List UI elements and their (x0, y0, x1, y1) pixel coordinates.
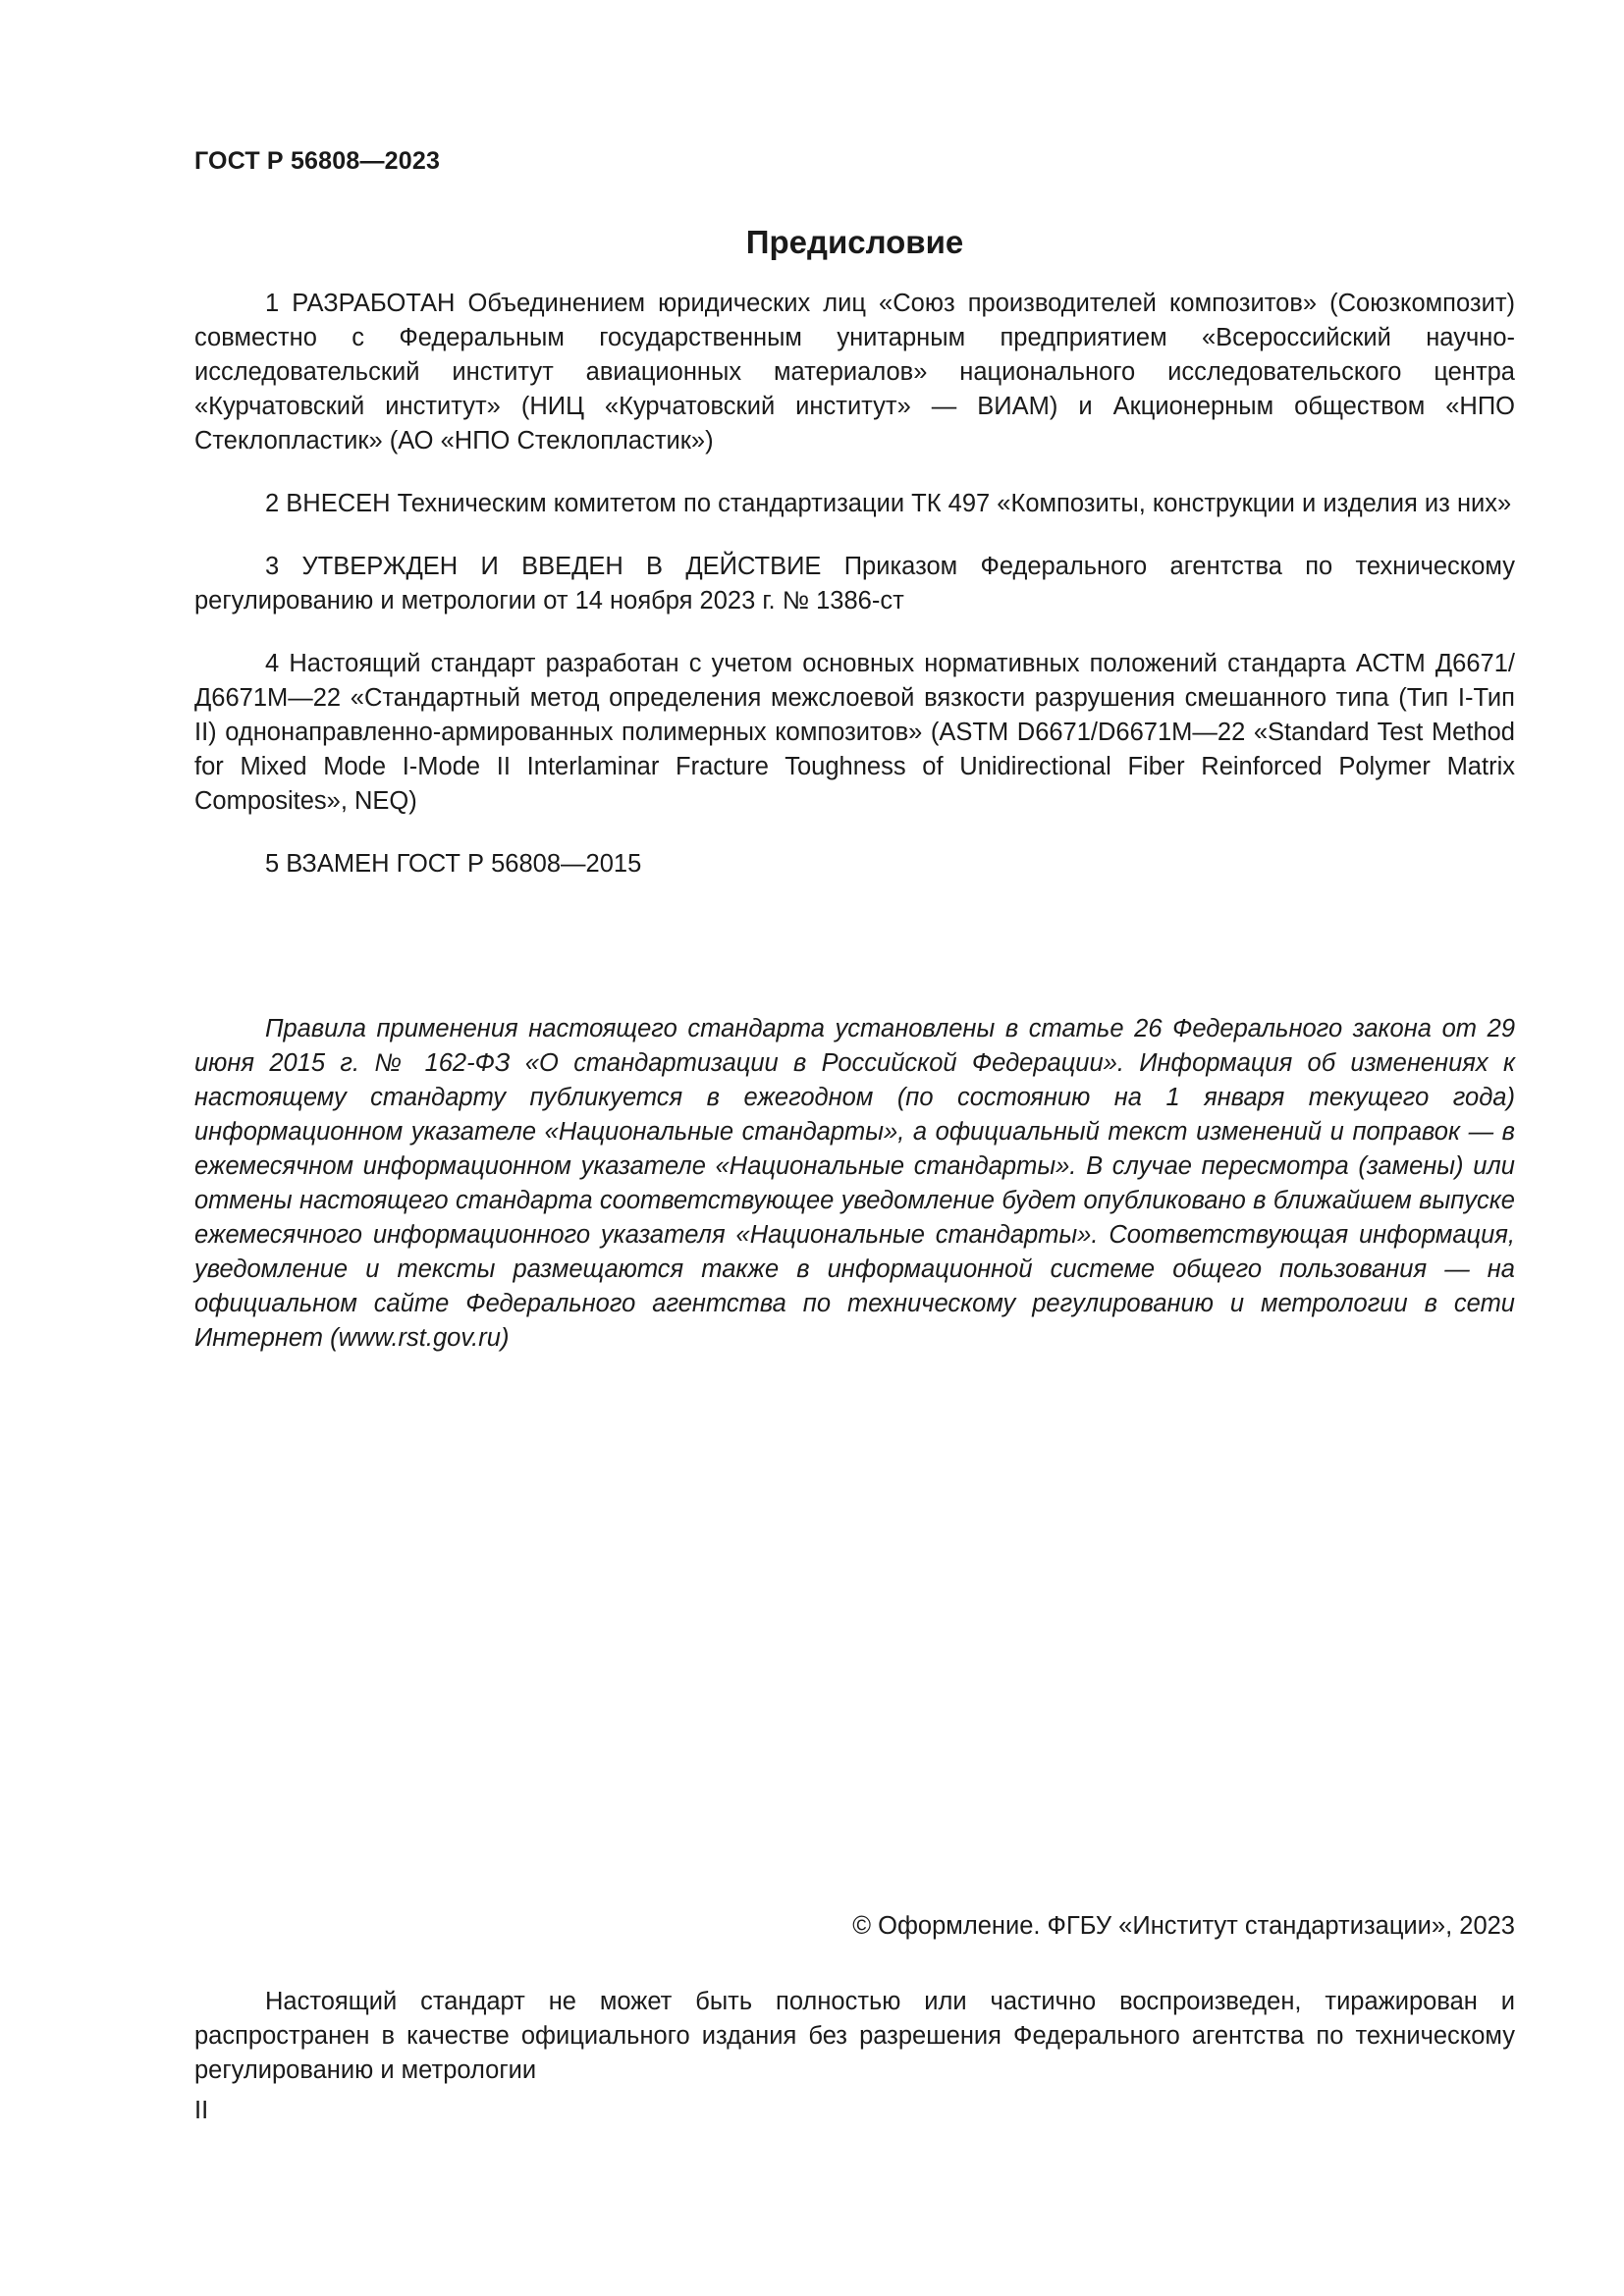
page-number: II (194, 2097, 209, 2124)
copyright-line: © Оформление. ФГБУ «Институт стандартизации», 2023 (852, 1912, 1515, 1940)
foreword-item-4: 4 Настоящий стандарт разработан с учетом основных нормативных положений стандарта АСТМ Д6671/Д6671М—22 «Стандартный метод определения межслоевой вязкости разрушения смешанного типа (Тип I-Тип II) однонаправленно-армированных полимерных композитов» (ASTM D6671/D6671M—22 «Standard Test Method for Mixed Mode I-Mode II Interlaminar Fracture Toughness of Unidirectional Fiber Reinforced Polymer Matrix Composites», NEQ) (194, 650, 1515, 815)
document-code: ГОСТ Р 56808—2023 (194, 147, 441, 175)
page-title: Предисловие (745, 224, 964, 260)
foreword-body (194, 287, 1515, 910)
foreword-item-3: 3 УТВЕРЖДЕН И ВВЕДЕН В ДЕЙСТВИЕ Приказом Федерального агентства по техническому регулированию и метрологии от 14 ноября 2023 г. № 1386-ст (194, 553, 1515, 614)
application-rules-notice: Правила применения настоящего стандарта установлены в статье 26 Федерального закона от 29 июня 2015 г. № 162-ФЗ «О стандартизации в Российской Федерации». Информация об изменениях к настоящему стандарту публикуется в ежегодном (по состоянию на 1 января текущего года) информационном указателе «Национальные стандарты», а официальный текст изменений и поправок — в ежемесячном информационном указателе «Национальные стандарты». В случае пересмотра (замены) или отмены настоящего стандарта соответствующее уведомление будет опубликовано в ближайшем выпуске ежемесячного информационного указателя «Национальные стандарты». Соответствующая информация, уведомление и тексты размещаются также в информационной системе общего пользования — на официальном сайте Федерального агентства по техническому регулированию и метрологии в сети Интернет (www.rst.gov.ru) (194, 1015, 1515, 1352)
foreword-item-1: 1 РАЗРАБОТАН Объединением юридических лиц «Союз производителей композитов» (Союзкомпозит) совместно с Федеральным государственным унитарным предприятием «Всероссийский научно-исследовательский институт авиационных материалов» национального исследовательского центра «Курчатовский институт» (НИЦ «Курчатовский институт» — ВИАМ) и Акционерным обществом «НПО Стеклопластик» (АО «НПО Стеклопластик») (194, 290, 1515, 454)
foreword-item-5: 5 ВЗАМЕН ГОСТ Р 56808—2015 (265, 850, 642, 878)
foreword-item-2: 2 ВНЕСЕН Техническим комитетом по стандартизации ТК 497 «Композиты, конструкции и изделия из них» (265, 490, 1512, 517)
reproduction-notice: Настоящий стандарт не может быть полностью или частично воспроизведен, тиражирован и распространен в качестве официального издания без разрешения Федерального агентства по техническому регулированию и метрологии (194, 1988, 1515, 2084)
